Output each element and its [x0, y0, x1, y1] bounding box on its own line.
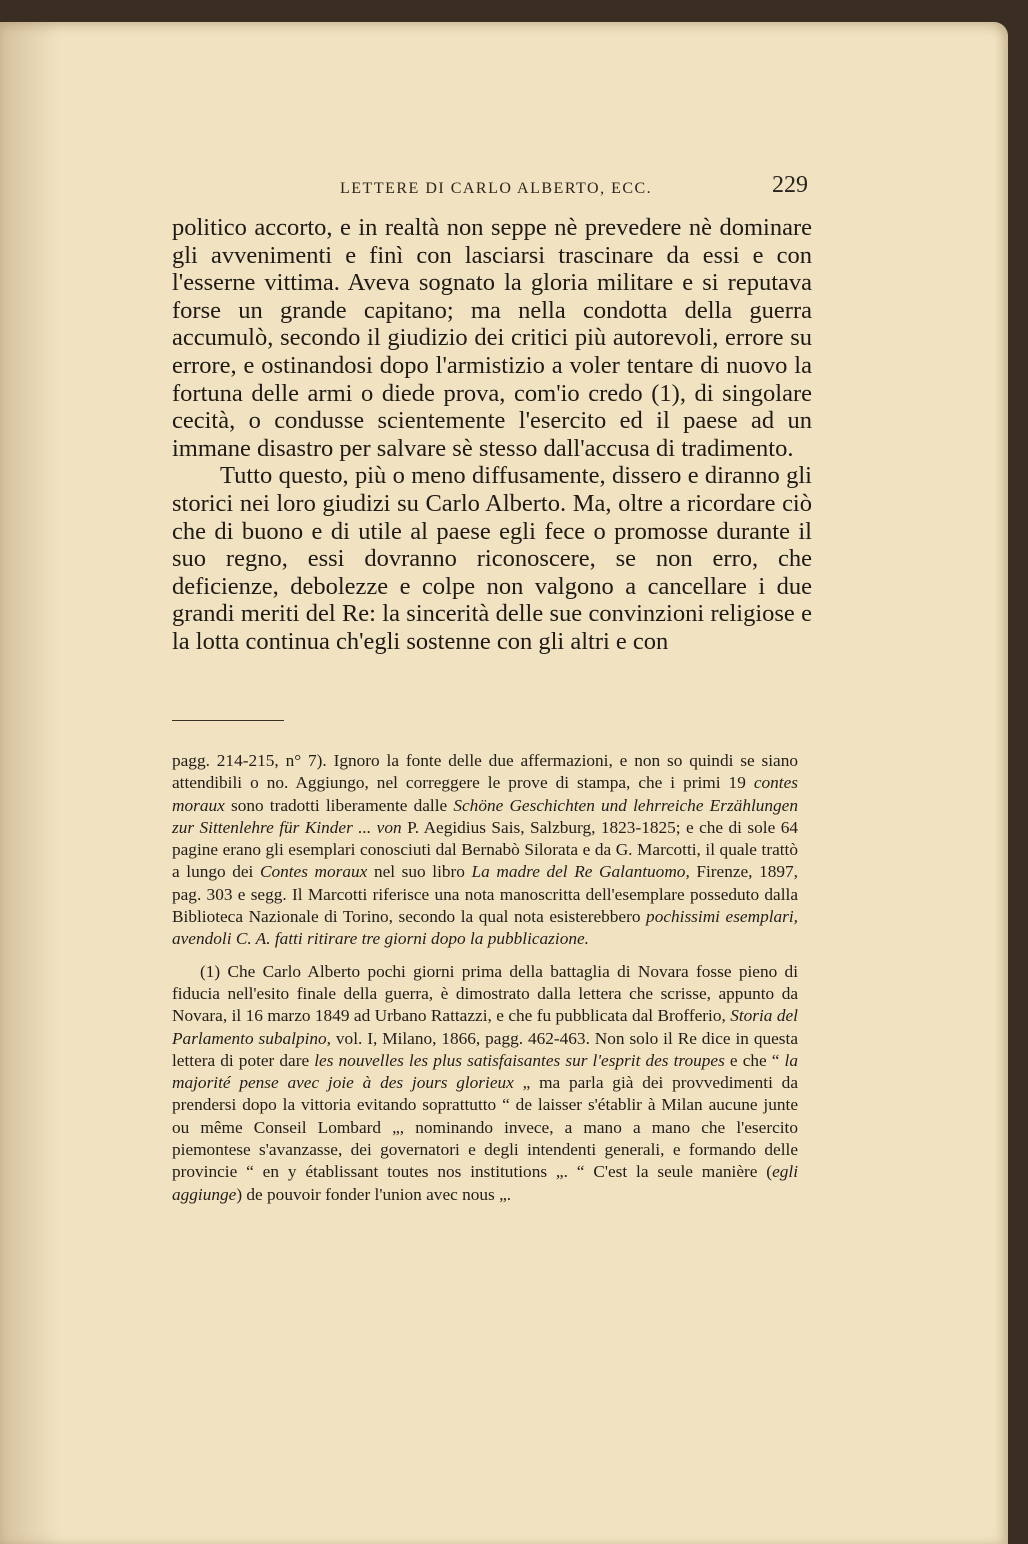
- book-page: [0, 22, 1008, 1544]
- running-head: [172, 172, 808, 212]
- fn-cont-italic-2: Schöne Geschichten und lehrreiche Erzählungen zur Sittenlehre für Kinder ... von: [172, 795, 798, 837]
- fn-cont-italic-1: contes moraux: [172, 773, 798, 815]
- footnote-rule: [172, 720, 284, 721]
- fn1-italic-4: egli aggiunge: [172, 1162, 798, 1204]
- fn1-italic-2: les nouvelles les plus satisfaisantes sur l'esprit des troupes: [314, 1050, 725, 1070]
- page-gutter-shadow: [0, 22, 60, 1544]
- fn1-text-3: e che “: [724, 1050, 785, 1070]
- fn1-italic-1: Storia del Parlamento subalpino,: [172, 1006, 798, 1048]
- fn-cont-text-1: pagg. 214-215, n° 7). Ignoro la fonte delle due affermazioni, e non so quindi se siano attendibili o no. Aggiungo, nel correggere le prove di stampa, che i primi 19: [172, 751, 798, 793]
- fn-cont-text-3: P. Aegidius Sais, Salzburg, 1823-1825; e che di sole 64 pagine erano gli esemplari conosciuti dal Bernabò Silorata e da G. Marcotti, il quale trattò a lungo dei: [172, 817, 798, 882]
- body-paragraph-2: Tutto questo, più o meno diffusamente, dissero e diranno gli storici nei loro giudizi su Carlo Alberto. Ma, oltre a ricordare ciò che di buono e di utile al paese egli fece o promosse durante il suo regno, essi dovranno riconoscere, se non erro, che deficienze, debolezze e colpe non valgono a cancellare i due grandi meriti del Re: la sincerità delle sue convinzioni religiose e la lotta continua ch'egli sostenne con gli altri e con: [172, 462, 812, 655]
- fn-cont-text-5: Firenze, 1897, pag. 303 e segg. Il Marcotti riferisce una nota manoscritta dell'esemplare posseduto dalla Biblioteca Nazionale di Torino, secondo la qual nota esisterebbero: [172, 862, 798, 927]
- running-head-title: LETTERE DI CARLO ALBERTO, ECC.: [340, 180, 653, 197]
- fn-cont-text-2: sono tradotti liberamente dalle: [224, 795, 454, 815]
- fn-cont-italic-3: Contes moraux: [259, 862, 368, 882]
- footnote-continuation: [172, 750, 798, 951]
- page-number: 229: [772, 172, 808, 198]
- footnotes: [172, 750, 798, 1206]
- fn1-text-2: vol. I, Milano, 1866, pagg. 462-463. Non solo il Re dice in questa lettera di poter dare: [172, 1028, 798, 1070]
- fn1-italic-3: la majorité pense avec joie à des jours glorieux: [172, 1050, 798, 1093]
- fn1-text-1: (1) Che Carlo Alberto pochi giorni prima della battaglia di Novara fosse pieno di fiducia nell'esito finale della guerra, è dimostrato dalla lettera che scrisse, appunto da Novara, il 16 marzo 1849 ad Urbano Rattazzi, e che fu pubblicata dal Brofferio,: [172, 961, 798, 1026]
- fn1-text-4: „ ma parla già dei provvedimenti da prendersi dopo la vittoria evitando soprattutto “ de laisser s'établir à Milan aucune junte ou même Conseil Lombard „, nominando invece, a mano a mano che l'esercito piemontese s'avanzasse, dei governatori e degli intendenti generali, e formando delle provincie “ en y établissant toutes nos institutions „. “ C'est la seule manière (: [172, 1073, 798, 1182]
- fn1-text-5: ) de pouvoir fonder l'union avec nous „.: [236, 1184, 512, 1204]
- fn-cont-italic-4: La madre del Re Galantuomo,: [471, 862, 690, 882]
- footnote-1: [172, 961, 798, 1206]
- main-text: [172, 214, 812, 656]
- fn-cont-italic-5: pochissimi esemplari, avendoli C. A. fatti ritirare tre giorni dopo la pubblicazione.: [172, 907, 798, 949]
- body-paragraph-1: politico accorto, e in realtà non seppe nè prevedere nè dominare gli avvenimenti e finì con lasciarsi trascinare da essi e con l'esserne vittima. Aveva sognato la gloria militare e si reputava forse un grande capitano; ma nella condotta della guerra accumulò, secondo il giudizio dei critici più autorevoli, errore su errore, e ostinandosi dopo l'armistizio a voler tentare di nuovo la fortuna delle armi o diede prova, com'io credo (1), di singolare cecità, o condusse scientemente l'esercito ed il paese ad un immane disastro per salvare sè stesso dall'accusa di tradimento.: [172, 214, 812, 462]
- fn-cont-text-4: nel suo libro: [367, 862, 472, 882]
